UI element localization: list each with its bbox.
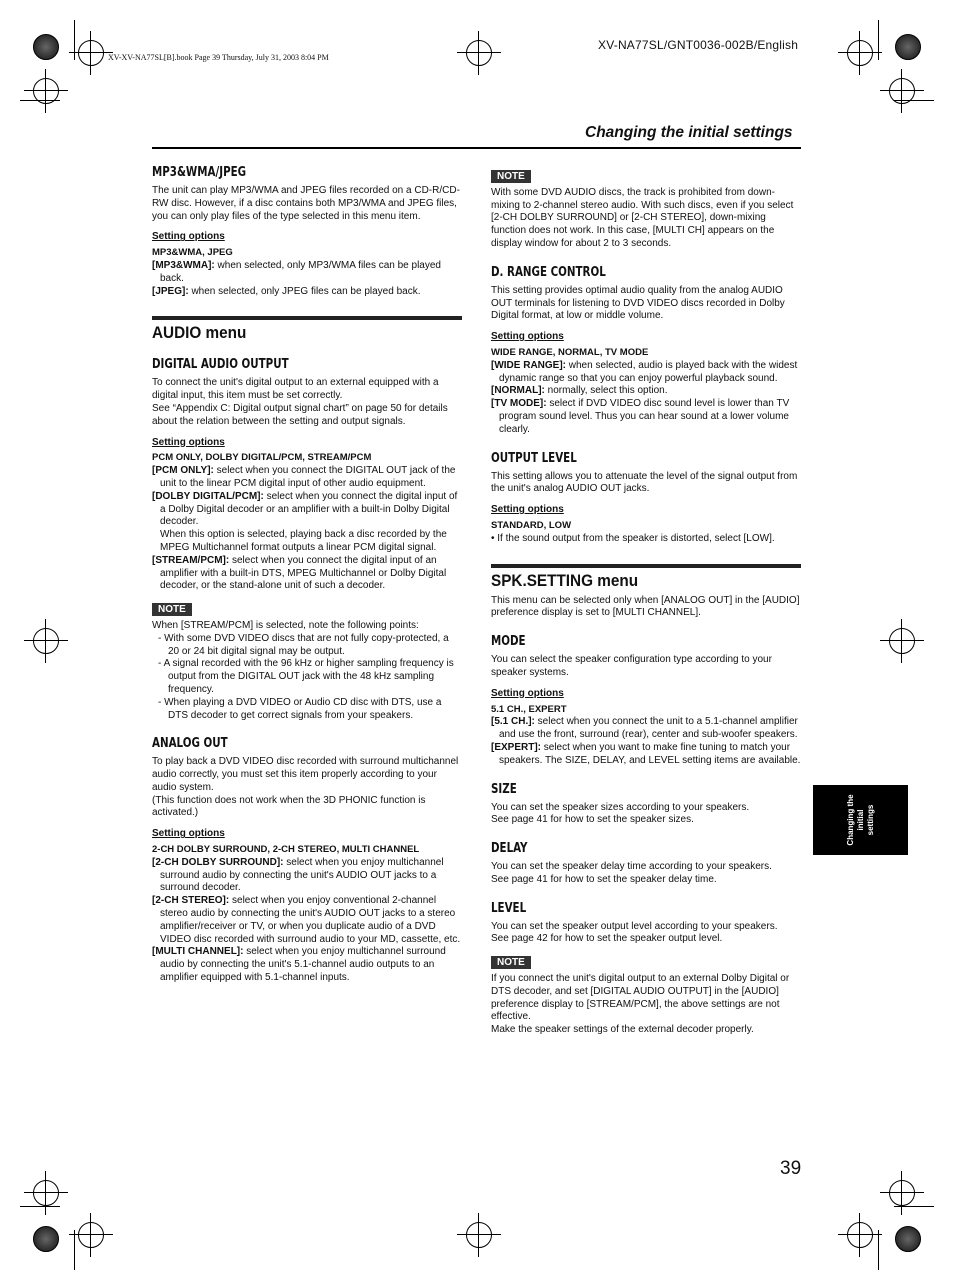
note-badge: NOTE (491, 956, 531, 969)
drange-option-item: [NORMAL]: normally, select this option. (491, 385, 668, 397)
crop-mark (878, 20, 879, 60)
crosshair-icon (889, 628, 915, 654)
note-badge: NOTE (152, 603, 192, 616)
side-tab-label: Changing the initial settings (846, 794, 875, 846)
heading-mode: MODE (491, 634, 526, 650)
delay-body: You can set the speaker delay time according to your speakers. (491, 861, 772, 873)
mp3-options-list: MP3&WMA, JPEG (152, 247, 233, 259)
mp3-option-item: [MP3&WMA]: when selected, only MP3/WMA files can be played back. (152, 259, 441, 284)
output-bullet: • If the sound output from the speaker is distorted, select [LOW]. (491, 532, 775, 544)
crop-mark (894, 100, 934, 101)
analog-option-item: [2-CH DOLBY SURROUND]: select when you enjoy multichannel surround audio by connecting the unit's AUDIO OUT jacks to a surround decoder. (152, 856, 444, 894)
crop-mark (894, 1206, 934, 1207)
digital-option-item: [STREAM/PCM]: select when you connect the digital input of an amplifier with a built-in DTS, MPEG Multichannel or Dolby Digital decoder, or the stand-alone unit of such a decoder. (152, 554, 447, 592)
drange-option-item: [TV MODE]: select if DVD VIDEO disc sound level is lower than TV program sound level. Thus you can hear sound at a lower volume clearly. (491, 398, 790, 435)
crop-mark (878, 1230, 879, 1270)
title-divider (152, 147, 801, 149)
book-info-line: XV-XV-NA77SL[B].book Page 39 Thursday, July 31, 2003 8:04 PM (108, 53, 329, 62)
side-tab (813, 785, 908, 855)
heading-level: LEVEL (491, 900, 527, 916)
crop-mark (20, 100, 60, 101)
digital-option-extra: When this option is selected, playing back a disc recorded by the MPEG Multichannel format outputs a linear PCM digital signal. (160, 529, 447, 553)
mp3-option-item: [JPEG]: when selected, only JPEG files can be played back. (152, 285, 421, 297)
mode-option-item: [5.1 CH.]: select when you connect the unit to a 5.1-channel amplifier and use the front, surround (rear), center and sub-woofer speakers. (491, 716, 798, 741)
digital-body: To connect the unit's digital output to an external equipped with a digital input, this item must be set correctly. (152, 377, 439, 402)
digital-options-list: PCM ONLY, DOLBY DIGITAL/PCM, STREAM/PCM (152, 452, 372, 464)
crop-mark (74, 20, 75, 60)
registration-disc-icon (895, 1226, 921, 1252)
crosshair-icon (78, 40, 104, 66)
mode-setting-options-label: Setting options (491, 687, 564, 699)
registration-disc-icon (33, 1226, 59, 1252)
delay-ref: See page 41 for how to set the speaker delay time. (491, 873, 717, 885)
crosshair-icon (889, 1180, 915, 1206)
crosshair-icon (466, 40, 492, 66)
heading-size: SIZE (491, 781, 517, 797)
mode-options-list: 5.1 CH., EXPERT (491, 703, 567, 715)
output-body: This setting allows you to attenuate the level of the signal output from the unit's analog AUDIO OUT jacks. (491, 470, 798, 495)
crop-mark (74, 1230, 75, 1270)
level-body: You can set the speaker output level according to your speakers. (491, 920, 778, 932)
heading-mp3-wma-jpeg: MP3&WMA/JPEG (152, 165, 247, 180)
mode-option-item: [EXPERT]: select when you want to make fine tuning to match your speakers. The SIZE, DELAY, and LEVEL setting items are available. (491, 741, 801, 766)
output-options-list: STANDARD, LOW (491, 519, 572, 531)
note-badge: NOTE (491, 170, 531, 183)
audio-menu-title: AUDIO menu (152, 323, 247, 343)
heading-delay: DELAY (491, 841, 528, 857)
size-body: You can set the speaker sizes according to your speakers. (491, 801, 750, 813)
analog-body-note: (This function does not work when the 3D PHONIC function is activated.) (152, 794, 426, 819)
spk-setting-menu-title: SPK.SETTING menu (491, 570, 639, 590)
crosshair-icon (847, 40, 873, 66)
analog-options-list: 2-CH DOLBY SURROUND, 2-CH STEREO, MULTI CHANNEL (152, 844, 420, 856)
heading-digital-audio-output: DIGITAL AUDIO OUTPUT (152, 357, 289, 373)
registration-disc-icon (33, 34, 59, 60)
audio-menu-rule (152, 316, 462, 320)
note-dvd-audio: With some DVD AUDIO discs, the track is prohibited from down-mixing to 2-channel stereo audio. With such discs, even if you select [2-CH DOLBY SURROUND] or [2-CH STEREO], down-mixing function does not work. In this case, [MULTI CH] appears on the display window for about 2 to 3 seconds. (491, 186, 794, 249)
output-setting-options-label: Setting options (491, 504, 564, 516)
mp3-body: The unit can play MP3/WMA and JPEG files recorded on a CD-R/CD-RW disc. However, if a disc contains both MP3/WMA and JPEG files, you can only play files of the type selected in this menu item. (152, 185, 460, 222)
mode-body: You can select the speaker configuration type according to your speaker systems. (491, 654, 772, 678)
note-decoder: If you connect the unit's digital output to an external Dolby Digital or DTS decoder, and set [DIGITAL AUDIO OUTPUT] in the [AUDIO] preference display to [STREAM/PCM], the above settings are not effective. (491, 973, 790, 1023)
page-number: 39 (780, 1158, 802, 1179)
mp3-setting-options-label: Setting options (152, 231, 225, 243)
drange-body: This setting provides optimal audio quality from the analog AUDIO OUT terminals for listening to DVD VIDEO discs recorded in Dolby Digital format, at low or middle volume. (491, 284, 785, 322)
heading-d-range-control: D. RANGE CONTROL (491, 264, 606, 280)
size-ref: See page 41 for how to set the speaker sizes. (491, 814, 694, 826)
digital-note-point: - A signal recorded with the 96 kHz or higher sampling frequency is output from the DIGITAL OUT jack with the 48 kHz sampling frequency. (158, 658, 454, 695)
analog-body: To play back a DVD VIDEO disc recorded with surround multichannel audio correctly, you must set this item properly according to your audio system. (152, 756, 459, 793)
heading-analog-out: ANALOG OUT (152, 736, 228, 752)
registration-disc-icon (895, 34, 921, 60)
right-column (491, 170, 801, 1037)
crosshair-icon (78, 1222, 104, 1248)
section-title: Changing the initial settings (585, 124, 793, 141)
drange-option-item: [WIDE RANGE]: when selected, audio is played back with the widest dynamic range so that you can enjoy powerful playback sound. (491, 359, 798, 384)
left-column (152, 165, 462, 985)
digital-body-ref: See “Appendix C: Digital output signal chart” on page 50 for details about the relation between the setting and output signals. (152, 402, 448, 427)
crosshair-icon (847, 1222, 873, 1248)
digital-setting-options-label: Setting options (152, 436, 225, 448)
drange-options-list: WIDE RANGE, NORMAL, TV MODE (491, 346, 649, 358)
crosshair-icon (466, 1222, 492, 1248)
analog-setting-options-label: Setting options (152, 828, 225, 840)
digital-option-item: [DOLBY DIGITAL/PCM]: select when you connect the digital input of a Dolby Digital decoder or an amplifier with a built-in Dolby Digital decoder. (152, 490, 458, 528)
crop-mark (20, 1206, 60, 1207)
document-code: XV-NA77SL/GNT0036-002B/English (598, 38, 799, 52)
spk-menu-body: This menu can be selected only when [ANALOG OUT] in the [AUDIO] preference display is set to [MULTI CHANNEL]. (491, 594, 800, 619)
digital-note-intro: When [STREAM/PCM] is selected, note the following points: (152, 619, 419, 631)
heading-output-level: OUTPUT LEVEL (491, 450, 577, 466)
digital-note-point: - When playing a DVD VIDEO or Audio CD disc with DTS, use a DTS decoder to get correct signals from your speakers. (158, 696, 442, 721)
spk-menu-rule (491, 564, 801, 568)
analog-option-item: [2-CH STEREO]: select when you enjoy conventional 2-channel stereo audio by connecting the unit's AUDIO OUT jacks to a stereo amplifier/receiver or TV, or when you duplicate audio of a DVD VIDEO disc recorded with surround audio to your MD, cassette, etc. (152, 895, 461, 945)
digital-note-point: - With some DVD VIDEO discs that are not fully copy-protected, a 20 or 24 bit digital signal may be output. (158, 632, 449, 657)
note-decoder-advice: Make the speaker settings of the external decoder properly. (491, 1024, 754, 1036)
level-ref: See page 42 for how to set the speaker output level. (491, 933, 723, 945)
crosshair-icon (33, 1180, 59, 1206)
drange-setting-options-label: Setting options (491, 331, 564, 343)
digital-option-item: [PCM ONLY]: select when you connect the DIGITAL OUT jack of the unit to the linear PCM digital input of other audio equipment. (152, 465, 456, 489)
crosshair-icon (33, 628, 59, 654)
analog-option-item: [MULTI CHANNEL]: select when you enjoy multichannel surround audio by connecting the unit's 5.1-channel audio outputs to an amplifier equipped with 5.1-channel inputs. (152, 946, 446, 984)
